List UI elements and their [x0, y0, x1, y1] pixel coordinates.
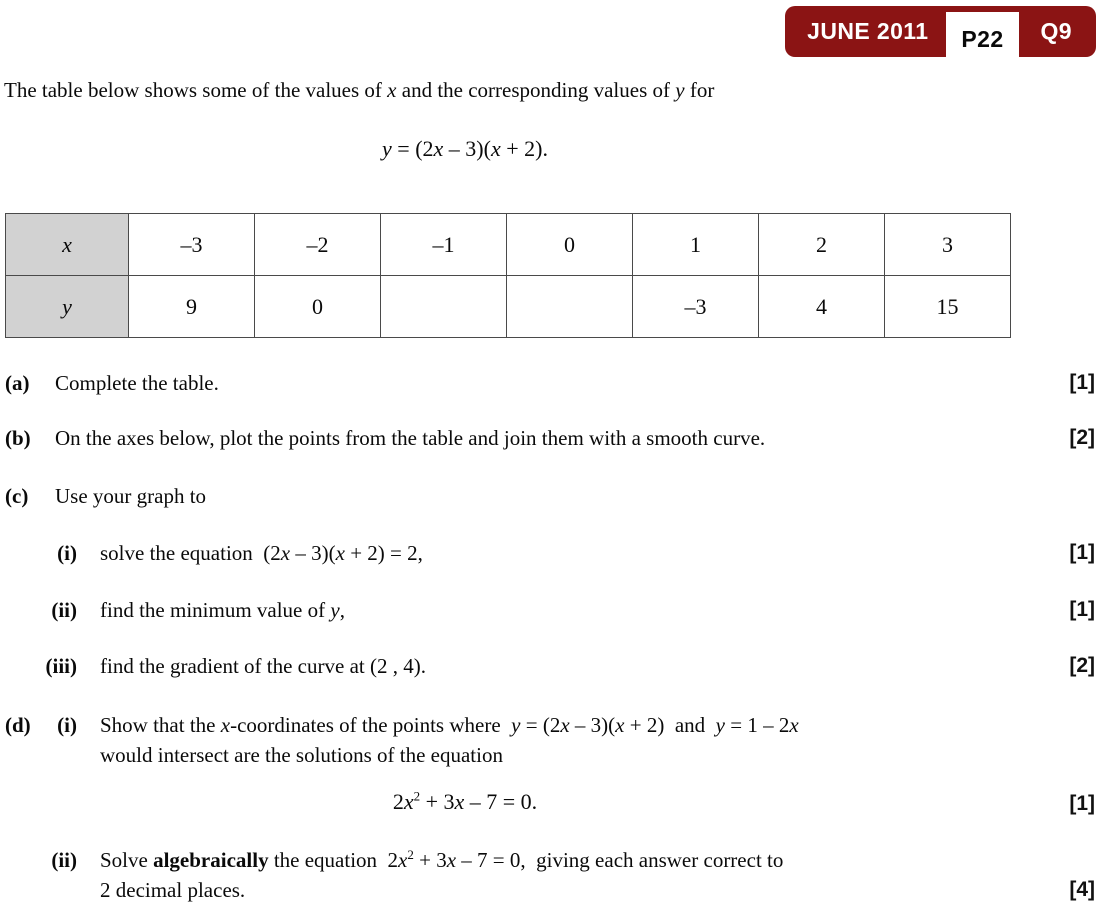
question-a	[5, 368, 1035, 398]
question-c-iii-label: (iii)	[45, 654, 77, 678]
badge-paper: P22	[946, 12, 1018, 66]
text-part: = (2	[520, 713, 561, 737]
question-d-i-label: (i)	[57, 713, 77, 737]
text-part: -coordinates of the points where	[230, 713, 512, 737]
question-d-ii	[5, 845, 1035, 905]
question-c-iii-text: find the gradient of the curve at (2 , 4).	[100, 654, 426, 678]
table-row-y	[6, 276, 1011, 338]
var-y: y	[382, 136, 392, 161]
marks-c-ii: [1]	[1069, 598, 1095, 621]
question-d-ii-text	[100, 845, 783, 905]
intro-part: for	[684, 78, 715, 102]
text-part: find the minimum value of	[100, 598, 331, 622]
x-header-cell: x	[6, 214, 129, 276]
var-x: x	[398, 848, 408, 872]
question-badge	[785, 6, 1096, 57]
question-d-i-line2: would intersect are the solutions of the equation	[100, 743, 503, 767]
question-d-label: (d)	[5, 713, 31, 737]
var-x: x	[433, 136, 444, 161]
intro-text	[4, 78, 714, 103]
text-part: – 7 = 0, giving each answer correct to	[456, 848, 784, 872]
table-cell-y6: 15	[885, 276, 1011, 338]
text-part: the equation 2	[268, 848, 399, 872]
question-c	[5, 481, 1035, 511]
var-x: x	[789, 713, 799, 737]
table-cell-y4: –3	[633, 276, 759, 338]
var-y: y	[511, 713, 521, 737]
equation-part: = (2	[391, 136, 434, 161]
table-cell-y0: 9	[129, 276, 255, 338]
question-b-label: (b)	[5, 426, 31, 450]
equation-part: – 7 = 0.	[464, 789, 538, 814]
table-cell-x5: 2	[759, 214, 885, 276]
marks-c-iii: [2]	[1069, 654, 1095, 677]
question-c-i-text	[100, 538, 423, 568]
var-y: y	[330, 598, 340, 622]
text-part: – 3)(	[290, 541, 336, 565]
var-x: x	[220, 713, 231, 737]
text-part: solve the equation (2	[100, 541, 281, 565]
exponent: 2	[407, 847, 414, 862]
main-equation	[0, 136, 930, 162]
question-a-text: Complete the table.	[55, 371, 219, 395]
var-x: x	[403, 789, 414, 814]
var-x: x	[446, 848, 457, 872]
var-x: x	[560, 713, 570, 737]
table-cell-y1: 0	[255, 276, 381, 338]
text-part: Solve	[100, 848, 154, 872]
question-b-text: On the axes below, plot the points from the table and join them with a smooth curve.	[55, 426, 766, 450]
question-a-label: (a)	[5, 371, 30, 395]
var-y: y	[715, 713, 725, 737]
intro-part: The table below shows some of the values of	[4, 78, 388, 102]
equation-part: – 3)(	[443, 136, 491, 161]
var-x: x	[280, 541, 291, 565]
question-c-i-label: (i)	[57, 541, 77, 565]
text-part: – 3)(	[569, 713, 616, 737]
var-x: x	[615, 713, 625, 737]
exponent: 2	[413, 788, 421, 804]
text-part: + 3	[413, 848, 447, 872]
marks-b: [2]	[1069, 426, 1095, 449]
values-table	[5, 213, 1011, 338]
text-part: = 1 – 2	[725, 713, 790, 737]
question-c-label: (c)	[5, 484, 29, 508]
marks-d-ii: [4]	[1069, 878, 1095, 901]
emphasis-algebraically: algebraically	[153, 848, 269, 872]
var-y: y	[675, 78, 685, 102]
question-c-i	[5, 538, 1035, 568]
question-c-iii	[5, 651, 1035, 681]
var-x: x	[454, 789, 465, 814]
intro-part: and the corresponding values of	[396, 78, 676, 102]
text-part: ,	[339, 598, 345, 622]
question-c-ii-label: (ii)	[51, 598, 77, 622]
var-x: x	[335, 541, 345, 565]
question-c-text: Use your graph to	[55, 484, 207, 508]
quadratic-equation	[0, 789, 930, 815]
text-part: + 2) and	[624, 713, 716, 737]
question-d-ii-label: (ii)	[51, 848, 77, 872]
badge-session: JUNE 2011	[807, 18, 929, 44]
table-cell-x1: –2	[255, 214, 381, 276]
y-header-cell: y	[6, 276, 129, 338]
equation-part: + 3	[420, 789, 455, 814]
text-part: + 2) = 2,	[344, 541, 423, 565]
question-d-ii-line2: 2 decimal places.	[100, 878, 246, 902]
table-cell-x3: 0	[507, 214, 633, 276]
var-x: x	[387, 78, 397, 102]
equation-part: + 2).	[500, 136, 548, 161]
question-c-ii	[5, 595, 1035, 625]
table-cell-y3-empty	[507, 276, 633, 338]
marks-a: [1]	[1069, 371, 1095, 394]
marks-d-i: [1]	[1069, 792, 1095, 815]
equation-part: 2	[392, 789, 404, 814]
table-row-x	[6, 214, 1011, 276]
badge-question: Q9	[1040, 18, 1072, 44]
table-cell-x2: –1	[381, 214, 507, 276]
question-c-ii-text	[100, 595, 345, 625]
text-part: Show that the	[100, 713, 221, 737]
table-cell-y2-empty	[381, 276, 507, 338]
var-x: x	[490, 136, 501, 161]
question-b	[5, 423, 1035, 453]
marks-c-i: [1]	[1069, 541, 1095, 564]
table-cell-x4: 1	[633, 214, 759, 276]
table-cell-x6: 3	[885, 214, 1011, 276]
table-cell-x0: –3	[129, 214, 255, 276]
question-d-i-text	[100, 710, 799, 770]
question-d-i	[5, 710, 1035, 770]
table-cell-y5: 4	[759, 276, 885, 338]
